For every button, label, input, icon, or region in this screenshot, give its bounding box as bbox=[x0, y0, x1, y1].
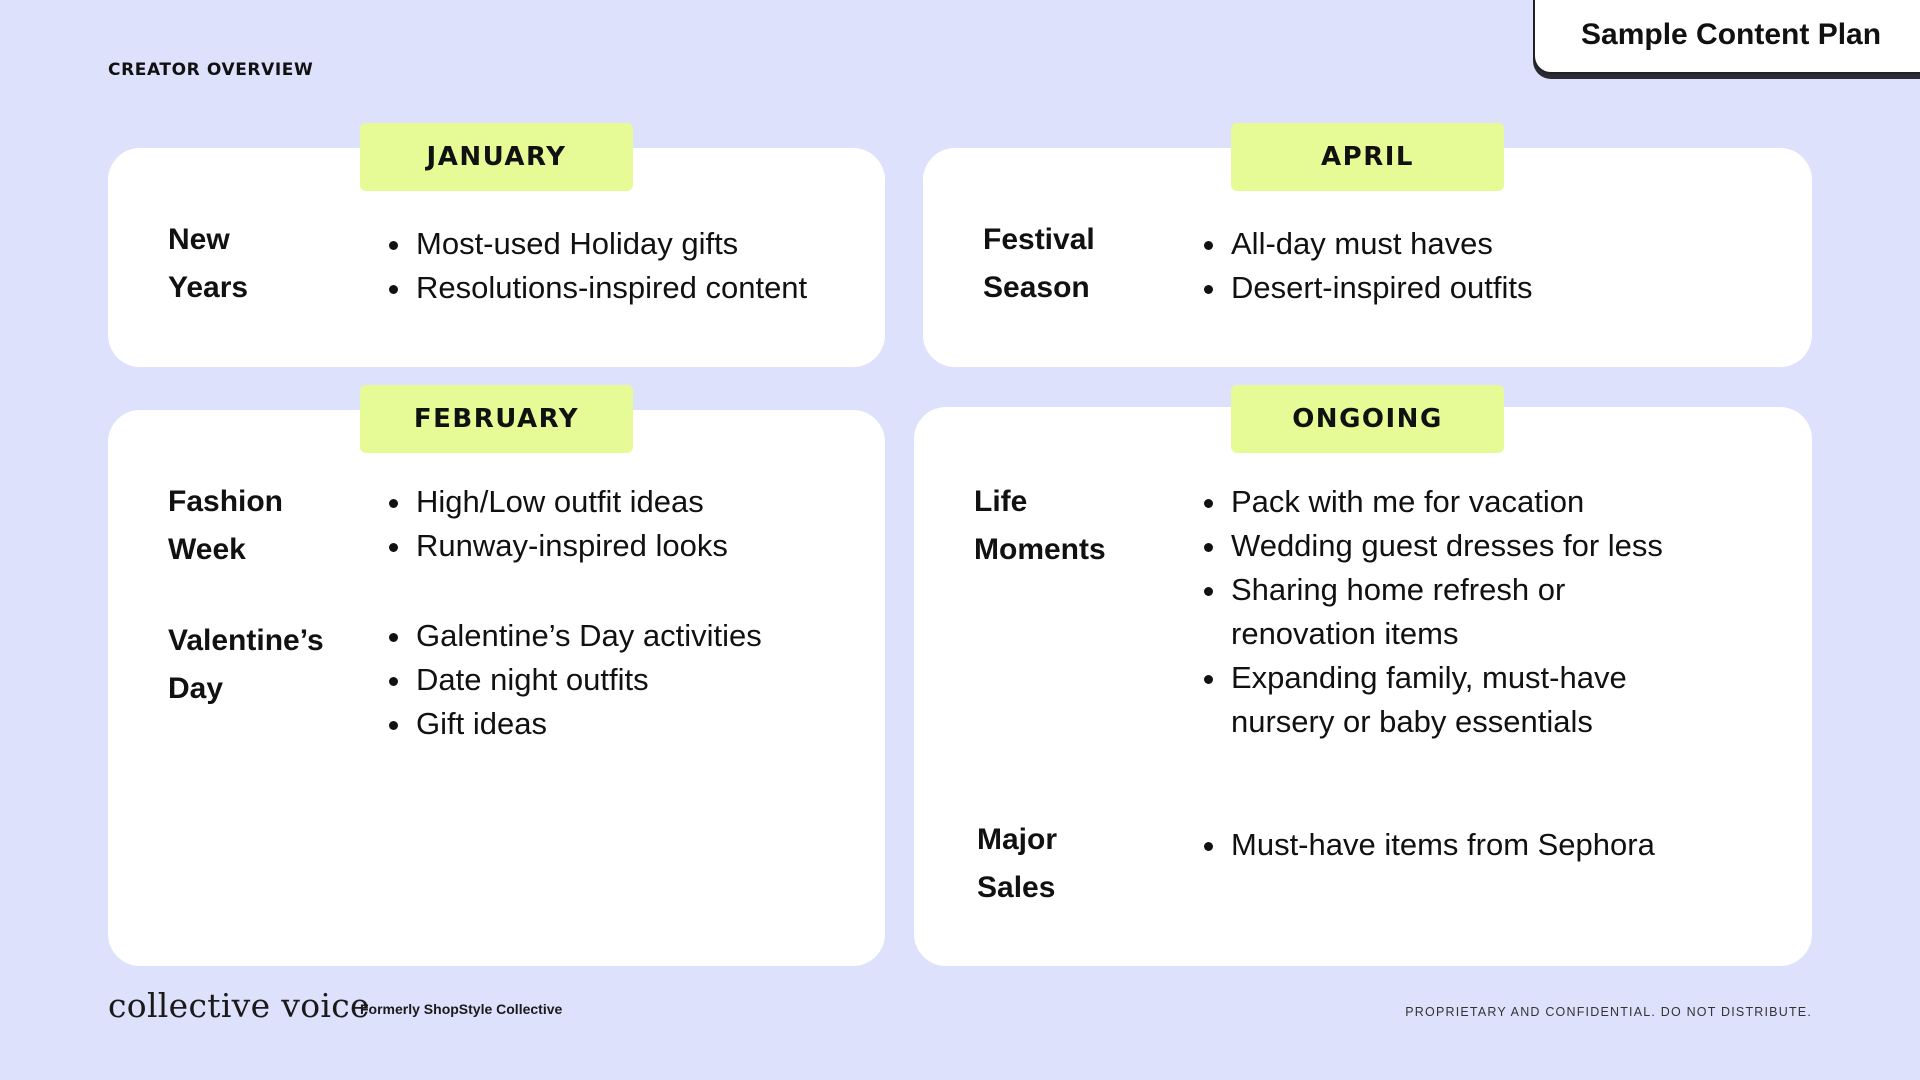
brand-logo: collective voice bbox=[108, 986, 370, 1025]
eyebrow-title: CREATOR OVERVIEW bbox=[108, 60, 314, 80]
topic-new-years bbox=[168, 216, 248, 312]
list-item: High/Low outfit ideas bbox=[386, 480, 728, 524]
topic-line: Week bbox=[168, 533, 246, 566]
month-label-april: APRIL bbox=[1231, 123, 1504, 191]
topic-line: Season bbox=[983, 271, 1090, 304]
topic-line: Sales bbox=[977, 871, 1056, 904]
list-item: Resolutions-inspired content bbox=[386, 266, 807, 310]
month-label-january: JANUARY bbox=[360, 123, 633, 191]
list-item: Gift ideas bbox=[386, 702, 762, 746]
list-item: Expanding family, must-have bbox=[1201, 656, 1663, 700]
bullet-list-major-sales bbox=[1201, 823, 1655, 867]
list-item: Desert-inspired outfits bbox=[1201, 266, 1533, 310]
list-item-continuation: renovation items bbox=[1231, 616, 1459, 651]
topic-valentines-day bbox=[168, 617, 324, 713]
month-label-february: FEBRUARY bbox=[360, 385, 633, 453]
list-item: Sharing home refresh or bbox=[1201, 568, 1663, 612]
plan-tag bbox=[1533, 0, 1920, 74]
list-item: Date night outfits bbox=[386, 658, 762, 702]
bullet-list-new-years bbox=[386, 222, 807, 310]
bullet-list-life-moments bbox=[1201, 480, 1663, 744]
list-item: Pack with me for vacation bbox=[1201, 480, 1663, 524]
brand-subtitle: Formerly ShopStyle Collective bbox=[360, 1001, 563, 1017]
list-item: Runway-inspired looks bbox=[386, 524, 728, 568]
month-label-ongoing: ONGOING bbox=[1231, 385, 1504, 453]
legal-notice: PROPRIETARY AND CONFIDENTIAL. DO NOT DISTRIBUTE. bbox=[1405, 1005, 1812, 1019]
topic-festival-season bbox=[983, 216, 1095, 312]
bullet-list-festival-season bbox=[1201, 222, 1533, 310]
topic-line: Major bbox=[977, 823, 1058, 856]
list-item: Galentine’s Day activities bbox=[386, 614, 762, 658]
topic-line: Moments bbox=[974, 533, 1106, 566]
list-item: Most-used Holiday gifts bbox=[386, 222, 807, 266]
list-item: All-day must haves bbox=[1201, 222, 1533, 266]
topic-line: Festival bbox=[983, 223, 1095, 256]
topic-line: Fashion bbox=[168, 485, 284, 518]
topic-life-moments bbox=[974, 478, 1106, 574]
topic-line: Valentine’s bbox=[168, 624, 324, 657]
list-item-continuation: nursery or baby essentials bbox=[1231, 704, 1593, 739]
topic-line: Life bbox=[974, 485, 1028, 518]
bullet-list-valentines-day bbox=[386, 614, 762, 746]
bullet-list-fashion-week bbox=[386, 480, 728, 568]
plan-tag-label: Sample Content Plan bbox=[1581, 18, 1882, 51]
topic-major-sales bbox=[977, 816, 1057, 912]
topic-line: Years bbox=[168, 271, 249, 304]
list-item: Must-have items from Sephora bbox=[1201, 823, 1655, 867]
list-item: Wedding guest dresses for less bbox=[1201, 524, 1663, 568]
topic-line: New bbox=[168, 223, 230, 256]
topic-fashion-week bbox=[168, 478, 283, 574]
topic-line: Day bbox=[168, 672, 224, 705]
